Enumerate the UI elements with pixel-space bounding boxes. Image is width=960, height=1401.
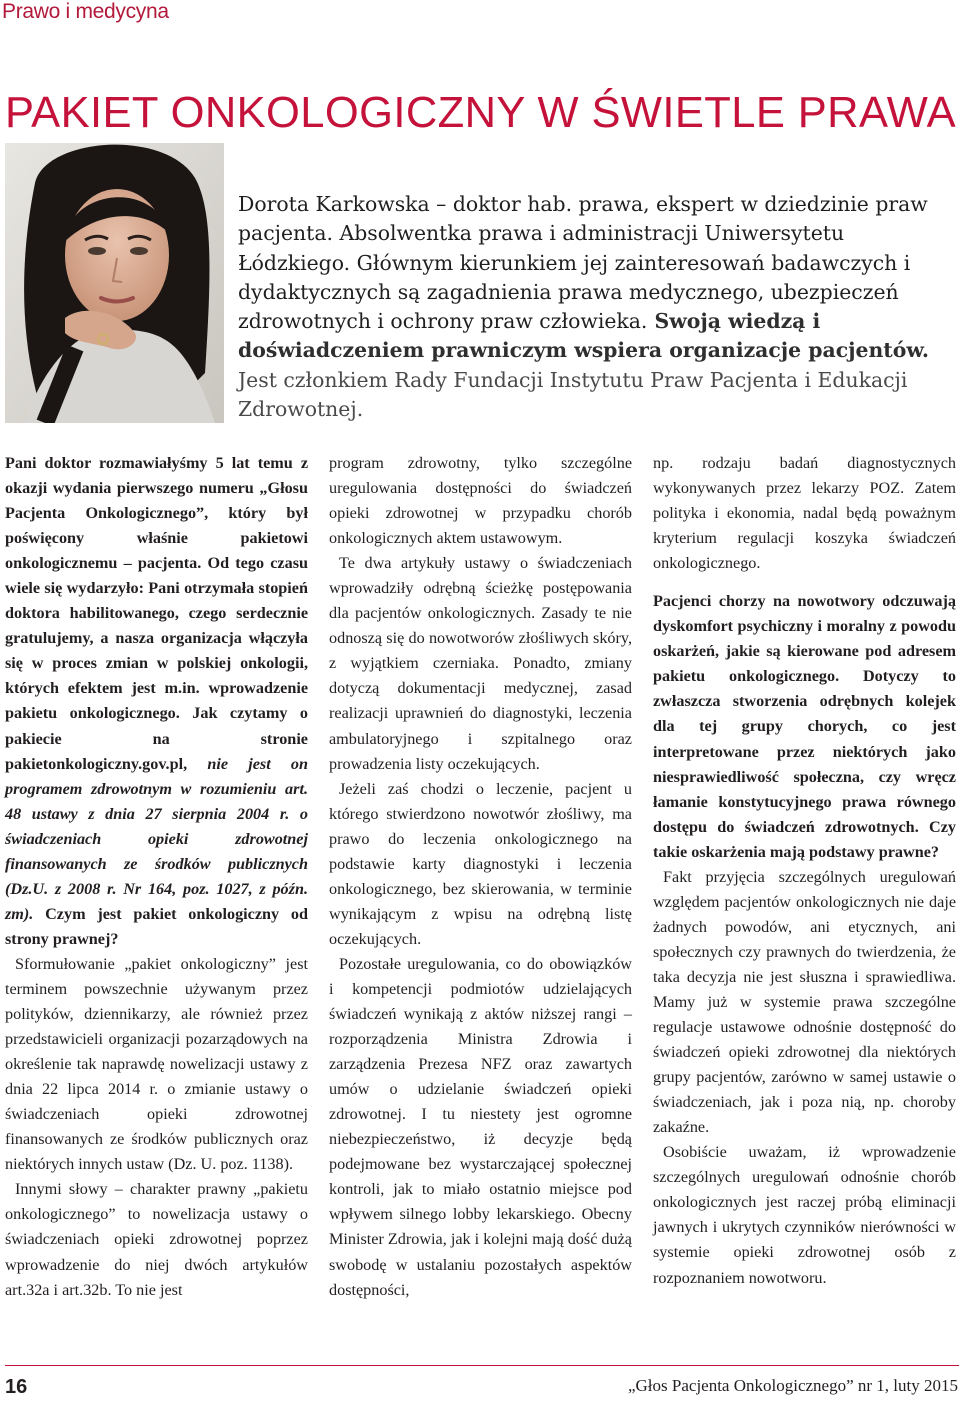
column-2 xyxy=(329,451,632,1303)
answer-paragraph: Osobiście uważam, iż wprowadzenie szczególnych uregulowań odnośnie chorób onkologicznych jest raczej próbą eliminacji jawnych i ukrytych czynników nierówności w systemie opieki zdrowotnej osób z rozpoznaniem nowotworu. xyxy=(653,1143,956,1287)
column-3 xyxy=(653,451,956,1291)
question-1-quote: nie jest on programem zdrowotnym w rozumieniu art. 48 ustawy z dnia 27 sierpnia 2004 r. o świadczeniach opieki zdrowotnej finansowanych ze środków publicznych (Dz.U. z 2008 r. Nr 164, poz. 1027, z późn. zm). xyxy=(5,754,308,923)
footer-rule xyxy=(5,1365,959,1366)
section-label: Prawo i medycyna xyxy=(2,0,169,23)
question-1-ask: Czym jest pakiet onkologiczny od strony prawnej? xyxy=(5,904,308,948)
bio-intro: Dorota Karkowska – doktor hab. prawa, ekspert w dziedzinie praw pacjenta. Absolwentka prawa i administracji Uniwersytetu Łódzkiego. Głównym kierunkiem jej zainteresowań badawczych i dydaktycznych są zagadnienia prawa medycznego, ubezpieczeń zdrowotnych i ochrony praw człowieka. xyxy=(238,192,928,334)
answer-paragraph: Fakt przyjęcia szczególnych uregulowań względem pacjentów onkologicznych nie daje żadnych powodów, ani etycznych, ani społecznych czy prawnych do twierdzenia, że taka decyzja nie jest słuszna i sprawiedliwa. Mamy już w systemie prawa szczególne regulacje ustawowe odnośnie dostępność do świadczeń opieki zdrowotnej dla niektórych grupy pacjentów, zarówno w samej ustawie o świadczeniach, jak i poza nią, np. choroby zakaźne. xyxy=(653,867,956,1137)
question-2: Pacjenci chorzy na nowotwory odczuwają dyskomfort psychiczny i moralny z powodu oskarżeń, jakie są kierowane pod adresem pakietu onkologicznego. Dotyczy to zwłaszcza stworzenia odrębnych kolejek dla tej grupy chorych, co jest interpretowane przez niektórych jako niesprawiedliwość społeczna, czy wręcz łamanie konstytucyjnego prawa równego dostępu do świadczeń zdrowotnych. Czy takie oskarżenia mają podstawy prawne? xyxy=(653,592,956,861)
author-bio xyxy=(238,190,958,424)
answer-paragraph: Pozostałe uregulowania, co do obowiązków i kompetencji podmiotów udzielających świadczeń wynikają z aktów niższej rangi – rozporządzenia Ministra Zdrowia i zarządzenia Prezesa NFZ oraz zawartych umów o udzielanie świadczeń opieki zdrowotnej. I tu niestety jest ogromne niebezpieczeństwo, iż decyzje będą podejmowane bez wystarczającej społecznej kontroli, jak to miało ostatnio miejsce pod wpływem silnego lobby lekarskiego. Obecny Minister Zdrowia, jak i kolejni mają dość dużą swobodę w ustalaniu pozostałych aspektów dostępności, xyxy=(329,954,632,1299)
answer-paragraph: np. rodzaju badań diagnostycznych wykonywanych przez lekarzy POZ. Zatem polityka i ekonomia, nadal będą poważnym kryterium regulacji koszyka świadczeń onkologicznego. xyxy=(653,454,956,573)
bio-membership: Jest członkiem Rady Fundacji Instytutu Praw Pacjenta i Edukacji Zdrowotnej. xyxy=(238,367,908,422)
column-1 xyxy=(5,451,308,1303)
page-number: 16 xyxy=(5,1376,28,1398)
answer-paragraph: Te dwa artykuły ustawy o świadczeniach wprowadziły odrębną ścieżkę postępowania dla pacjentów onkologicznych. Zasady te nie odnoszą się do nowotworów złośliwych skóry, z wyjątkiem czerniaka. Ponadto, zmiany dotyczą dokumentacji medycznej, zasad realizacji uprawnień do diagnostyki, leczenia ambulatoryjnego i szpitalnego oraz prowadzenia listy oczekujących. xyxy=(329,554,632,773)
bio-experience: Swoją wiedzą i doświadczeniem prawniczym wspiera organizacje pacjentów. xyxy=(238,309,929,363)
publication-name: „Głos Pacjenta Onkologicznego” nr 1, luty 2015 xyxy=(627,1376,958,1395)
answer-paragraph: program zdrowotny, tylko szczególne uregulowania dostępności do świadczeń opieki zdrowotnej w przypadku chorób onkologicznych aktem ustawowym. xyxy=(329,454,632,548)
answer-paragraph: Innymi słowy – charakter prawny „pakietu onkologicznego” to nowelizacja ustawy o świadczeniach opieki zdrowotnej poprzez wprowadzenie do niej dwóch artykułów art.32a i art.32b. To nie jest xyxy=(5,1180,308,1299)
author-portrait xyxy=(5,143,224,423)
article-title: PAKIET ONKOLOGICZNY W ŚWIETLE PRAWA xyxy=(5,89,957,138)
question-1-intro: Pani doktor rozmawiałyśmy 5 lat temu z okazji wydania pierwszego numeru „Głosu Pacjenta Onkologicznego”, który był poświęcony właśnie pakietowi onkologicznemu – pacjenta. Od tego czasu wiele się wydarzyło: Pani otrzymała stopień doktora habilitowanego, czego serdecznie gratulujemy, a nasza organizacja włączyła się w proces zmian w polskiej onkologii, których efektem jest m.in. wprowadzenie pakietu onkologicznego. Jak czytamy o pakiecie na stronie pakietonkologiczny.gov.pl, xyxy=(5,454,308,773)
answer-paragraph: Sformułowanie „pakiet onkologiczny” jest terminem powszechnie używanym przez polityków, dziennikarzy, ale również przez przedstawicieli organizacji pozarządowych na określenie tak naprawdę nowelizacji ustawy z dnia 22 lipca 2014 r. o zmianie ustawy o świadczeniach opieki zdrowotnej finansowanych ze środków publicznych oraz niektórych innych ustaw (Dz. U. poz. 1138). xyxy=(5,954,308,1174)
question-1 xyxy=(5,451,308,952)
answer-paragraph: Jeżeli zaś chodzi o leczenie, pacjent u którego stwierdzono nowotwór złośliwy, ma prawo do leczenia onkologicznego na podstawie karty diagnostyki i leczenia onkologicznego, bez skierowania, w terminie wynikającym z wpisu na odrębną listę oczekujących. xyxy=(329,779,632,948)
